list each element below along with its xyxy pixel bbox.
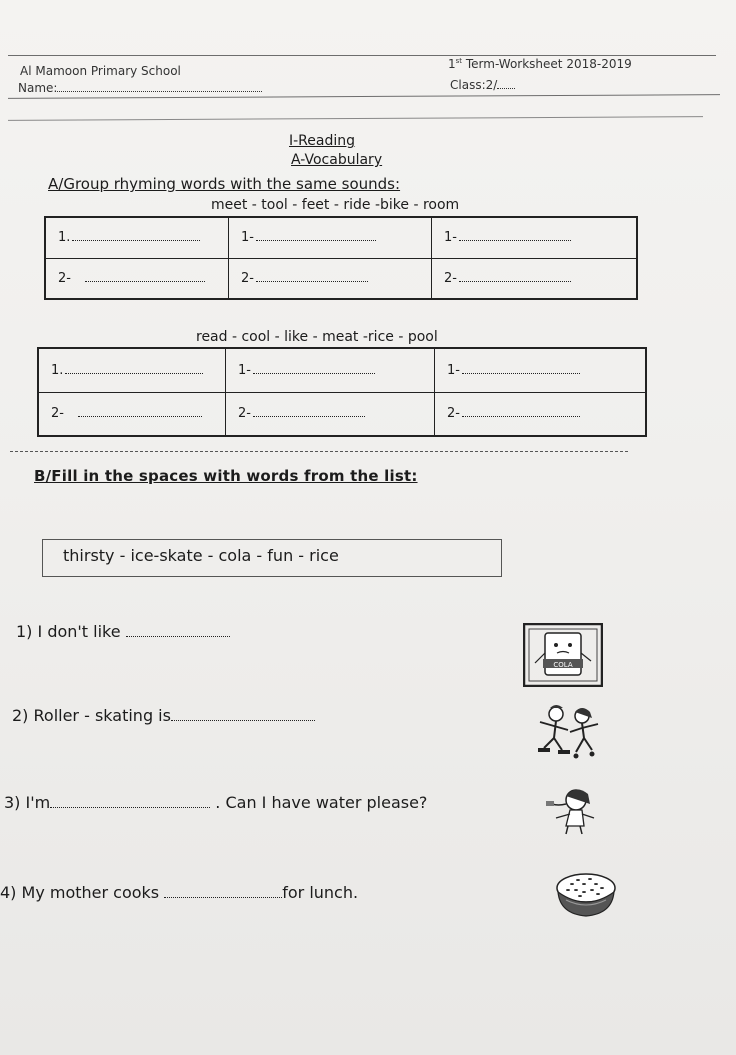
skating-kids-picture [530, 702, 608, 764]
question-3: 3) I'm . Can I have water please? [4, 793, 428, 812]
table2-cell[interactable]: 2- [226, 392, 435, 436]
header-line-3 [8, 116, 703, 121]
school-name: Al Mamoon Primary School [20, 64, 181, 78]
question-1: 1) I don't like [16, 622, 230, 641]
cola-label: COLA [553, 661, 573, 669]
rhyme-word-list-2: read - cool - like - meat -rice - pool [196, 329, 438, 345]
table2-cell[interactable]: 1. [38, 348, 226, 392]
rice-bowl-picture [554, 866, 618, 918]
table2-cell[interactable]: 2- [435, 392, 647, 436]
section-b-instruction: B/Fill in the spaces with words from the list: [34, 467, 418, 485]
table1-cell[interactable]: 1- [229, 217, 432, 258]
class-field: Class:2/ [450, 78, 515, 92]
reading-title: I-Reading [289, 133, 356, 149]
name-field: Name: [18, 81, 262, 95]
rhyme-word-list-1: meet - tool - feet - ride -bike - room [211, 197, 460, 213]
table2-cell[interactable]: 1- [226, 348, 435, 392]
table1-cell[interactable]: 1- [432, 217, 638, 258]
rhyme-table-2 [37, 347, 647, 437]
table1-cell[interactable]: 2- [432, 258, 638, 299]
table2-cell[interactable]: 2- [38, 392, 226, 436]
term-title: 1st Term-Worksheet 2018-2019 [448, 57, 632, 71]
section-divider [10, 451, 628, 452]
question-4: 4) My mother cooks for lunch. [0, 883, 359, 902]
word-list: thirsty - ice-skate - cola - fun - rice [63, 546, 339, 565]
header-top-line [8, 55, 716, 56]
vocabulary-title: A-Vocabulary [291, 152, 383, 168]
question-2: 2) Roller - skating is [12, 706, 315, 725]
table2-cell[interactable]: 1- [435, 348, 647, 392]
rhyme-table-1 [44, 216, 638, 300]
word-list-box [42, 539, 502, 577]
table1-cell[interactable]: 2- [229, 258, 432, 299]
cola-can-picture [523, 623, 603, 687]
table1-cell[interactable]: 1. [45, 217, 229, 258]
table1-cell[interactable]: 2- [45, 258, 229, 299]
section-a-instruction: A/Group rhyming words with the same sounds: [48, 175, 401, 193]
thirsty-girl-picture [544, 784, 604, 836]
